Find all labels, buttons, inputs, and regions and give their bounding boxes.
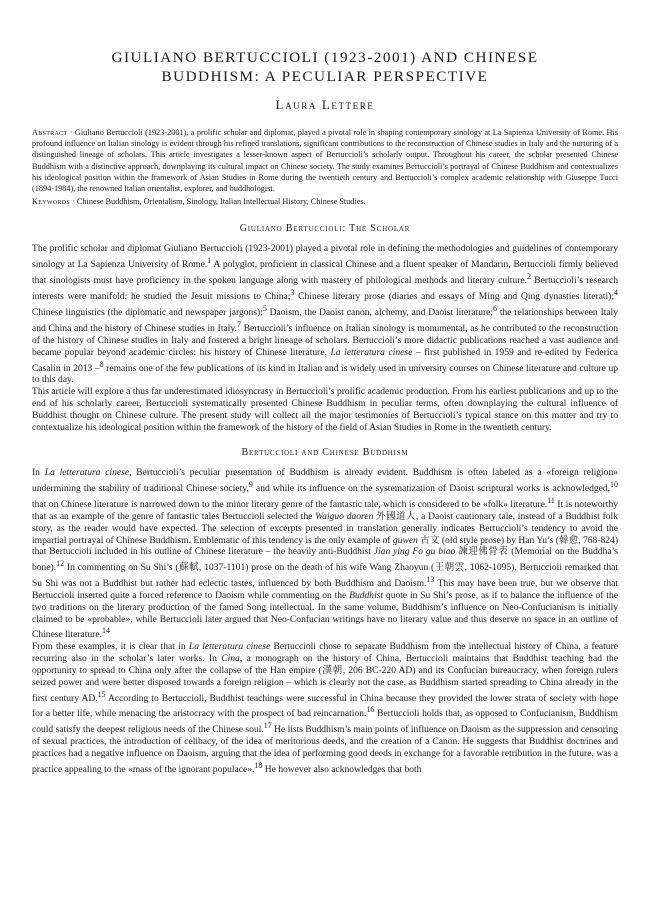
section-heading-scholar: Giuliano Bertuccioli: The Scholar: [239, 223, 411, 235]
abstract: [32, 127, 618, 194]
footnote-ref-15[interactable]: 15: [97, 689, 106, 699]
paragraph-3: In La letteratura cinese, Bertuccioli’s peculiar presentation of Buddhism is already evident. Buddhism is often labeled as a «foreign religion» undermining the stability of traditional Chinese society,$^9$ and while its influence on the systematization of Daoist scriptural works is acknowledged,$^{10}$ that on Chinese literature is narrowed down to the minor literary genre of the fantastic tale, which is considered to be «folk» literature.$^{11}$ It is noteworthy that as an example of the genre of fantastic tales Bertuccioli selected the Waiguo daoren 外國道人, a Daoist cautionary tale, instead of a Buddhist folk story, as the reader would have expected. The selection of excerpts presented in translation generally indicates Bertuccioli’s tendency to avoid the impartial portrayal of Chinese Buddhism. Emblematic of this tendency is the only example of guwen 古文 (old style prose) by Han Yu’s (韓愈, 768-824) that Bertuccioli included in his outline of Chinese literature – the heavily anti-Buddhist Jian ying Fo gu biao 諫迎佛骨表 (Memorial on the Buddha’s bone).$^{12}$ In commenting on Su Shi’s (蘇軾, 1037-1101) prose on the death of his wife Wang Zhaoyun (王朝雲, 1062-1095), Bertuccioli remarked that Su Shi was not a Buddhist but rather had eclectic tastes, influenced by both Buddhism and Daoism.$^{13}$ This may have been true, but we observe that Bertuccioli inserted quite a forced reference to Daoism while commenting on the Buddhist quote in Su Shi’s prose, as if to balance the influence of the two traditions on the literary production of the famed Song intellectual. In the same volume, Buddhism’s influence on Neo-Confucianism is initially claimed to be «probable», while Bertuccioli later argued that Neo-Confucian writings have no literary value and thus deserve no space in an outline of Chinese literature.$^{14}$: [32, 467, 619, 641]
paragraph-4: From these examples, it is clear that in La letteratura cinese Bertuccioli chose to separate Buddhism from the intellectual history of China, a feature recurring also in the scholar’s later works. In Cina, a monograph on the history of China, Bertuccioli maintains that Buddhist teaching had the opportunity to spread to China only after the collapse of the Han empire (漢朝, 206 BC-220 AD) and its Confucian bureaucracy, when foreign rulers seized power and were better disposed towards a foreign religion – which is clearly not the case, as Buddhism started spreading to China already in the first century AD.$^{15}$ According to Bertuccioli, Buddhist teachings were successful in China because they provided the lower strata of society with hope for a better life, while menacing the aristocracy with the prospect of bad reincarnation.$^{16}$ Bertuccioli holds that, as opposed to Confucianism, Buddhism could satisfy the deepest religious needs of the Chinese soul.$^{17}$ He lists Buddhism’s main points of influence on Daoism as the suppression and censoring of sexual practices, the introduction of celibacy, of the idea of meritorious deeds, and the creation of a Canon. He suggests that Buddhist doctrines and practices had a negative influence on Daoism, arguing that the idea of performing good deeds in exchange for a favorable retribution in the future, was a practice appealing to the «mass of the ignorant populace».$^{18}$ He however also acknowledges that both: [32, 641, 618, 776]
keywords-text: · Chinese Buddhism, Orientalism, Sinology, Italian Intellectual History, Chinese Studies.: [70, 197, 366, 207]
footnote-ref-5[interactable]: 5: [262, 304, 267, 314]
footnote-ref-3[interactable]: 3: [290, 288, 295, 298]
footnote-ref-10[interactable]: 10: [610, 480, 618, 490]
footnote-ref-6[interactable]: 6: [493, 304, 498, 314]
footnote-ref-17[interactable]: 17: [263, 721, 272, 731]
title-line-1: GIULIANO BERTUCCIOLI (1923-2001) AND CHINESE: [111, 49, 539, 66]
footnote-ref-7[interactable]: 7: [236, 320, 241, 330]
title-line-2: BUDDHISM: A PECULIAR PERSPECTIVE: [161, 68, 489, 85]
section-heading-buddhism: Bertuccioli and Chinese Buddhism: [241, 447, 409, 459]
article-title: [32, 48, 618, 86]
footnote-ref-16[interactable]: 16: [366, 705, 375, 715]
article-page: [32, 48, 618, 776]
abstract-text: · Giuliano Bertuccioli (1923-2001), a prolific scholar and diplomat, played a pivotal role in shaping contemporary sinology at La Sapienza University of Rome. His profound influence on Italian sinology is evident through his refined translations, significant contributions to the reconstruction of Chinese studies in Italy and the nurturing of a distinguished lineage of scholars. This article investigates a lesser-known aspect of Bertuccioli’s scholarly output. Throughout his career, the scholar presented Chinese Buddhism with a distinctive approach, downplaying its cultural impact on Chinese society. The study examines Bertuccioli’s portrayal of Chinese Buddhism and contextualizes his ideological position within the framework of Asian Studies in Rome during the twentieth century and Bertuccioli’s complex academic relationship with Giuseppe Tucci (1894-1984), the renowned Italian orientalist, explorer, and buddhologist.: [32, 128, 618, 194]
footnote-ref-1[interactable]: 1: [207, 256, 212, 266]
footnote-ref-13[interactable]: 13: [426, 575, 435, 585]
footnote-ref-11[interactable]: 11: [547, 496, 555, 506]
paragraph-1: The prolific scholar and diplomat Giuliano Bertuccioli (1923-2001) played a pivotal role in defining the methodologies and guidelines of contemporary sinology at La Sapienza University of Rome.$^1$ A polyglot, proficient in classical Chinese and a fluent speaker of Mandarin, Bertuccioli firmly believed that sinologists must have proficiency in the spoken language along with mastery of philological methods and literary culture.$^2$ Bertuccioli’s research interests were manifold; he studied the Jesuit missions to China;$^3$ Chinese literary prose (diaries and essays of Ming and Qing dynasties literati);$^4$ Chinese linguistics (the diplomatic and newspaper jargons);$^5$ Daoism, the Daoist canon, alchemy, and Daoist literature;$^6$ the relationships between Italy and China and the history of Chinese studies in Italy.$^7$ Bertuccioli’s influence on Italian sinology is monumental, as he contributed to the reconstruction of the history of Chinese studies in Italy and fostered a bright lineage of scholars. Bertuccioli’s more didactic publications reached a vast audience and became popular beyond academic circles: his history of Chinese literature, La letteratura cinese – first published in 1959 and re-edited by Federica Casalin in 2013 –$^8$ remains one of the few publications of its kind in Italian and is widely used in university courses on Chinese literature and culture up to this day.: [32, 243, 619, 386]
footnote-ref-18[interactable]: 18: [254, 760, 263, 770]
keywords: [32, 196, 618, 207]
footnote-ref-2[interactable]: 2: [527, 272, 531, 282]
abstract-label: Abstract: [32, 128, 68, 137]
footnote-ref-8[interactable]: 8: [99, 359, 104, 369]
footnote-ref-12[interactable]: 12: [56, 559, 65, 569]
paragraph-2: This article will explore a thus far underestimated idiosyncrasy in Bertuccioli’s prolific academic production. From his earliest publications and up to the end of his scholarly career, Bertuccioli systematically presented Chinese Buddhism in peculiar terms, often downplaying the cultural influence of Buddhist thought on Chinese culture. The present study will collect all the major testimonies of Bertuccioli’s typical stance on this matter and try to contextualize his ideological position within the framework of the history of the field of Asian Studies in Rome in the twentieth century.: [32, 386, 618, 433]
footnote-ref-9[interactable]: 9: [248, 480, 253, 490]
author-name: Laura Lettere: [275, 97, 375, 112]
footnote-ref-4[interactable]: 4: [614, 288, 618, 298]
keywords-label: Keywords: [32, 197, 71, 207]
footnote-ref-14[interactable]: 14: [101, 626, 110, 636]
